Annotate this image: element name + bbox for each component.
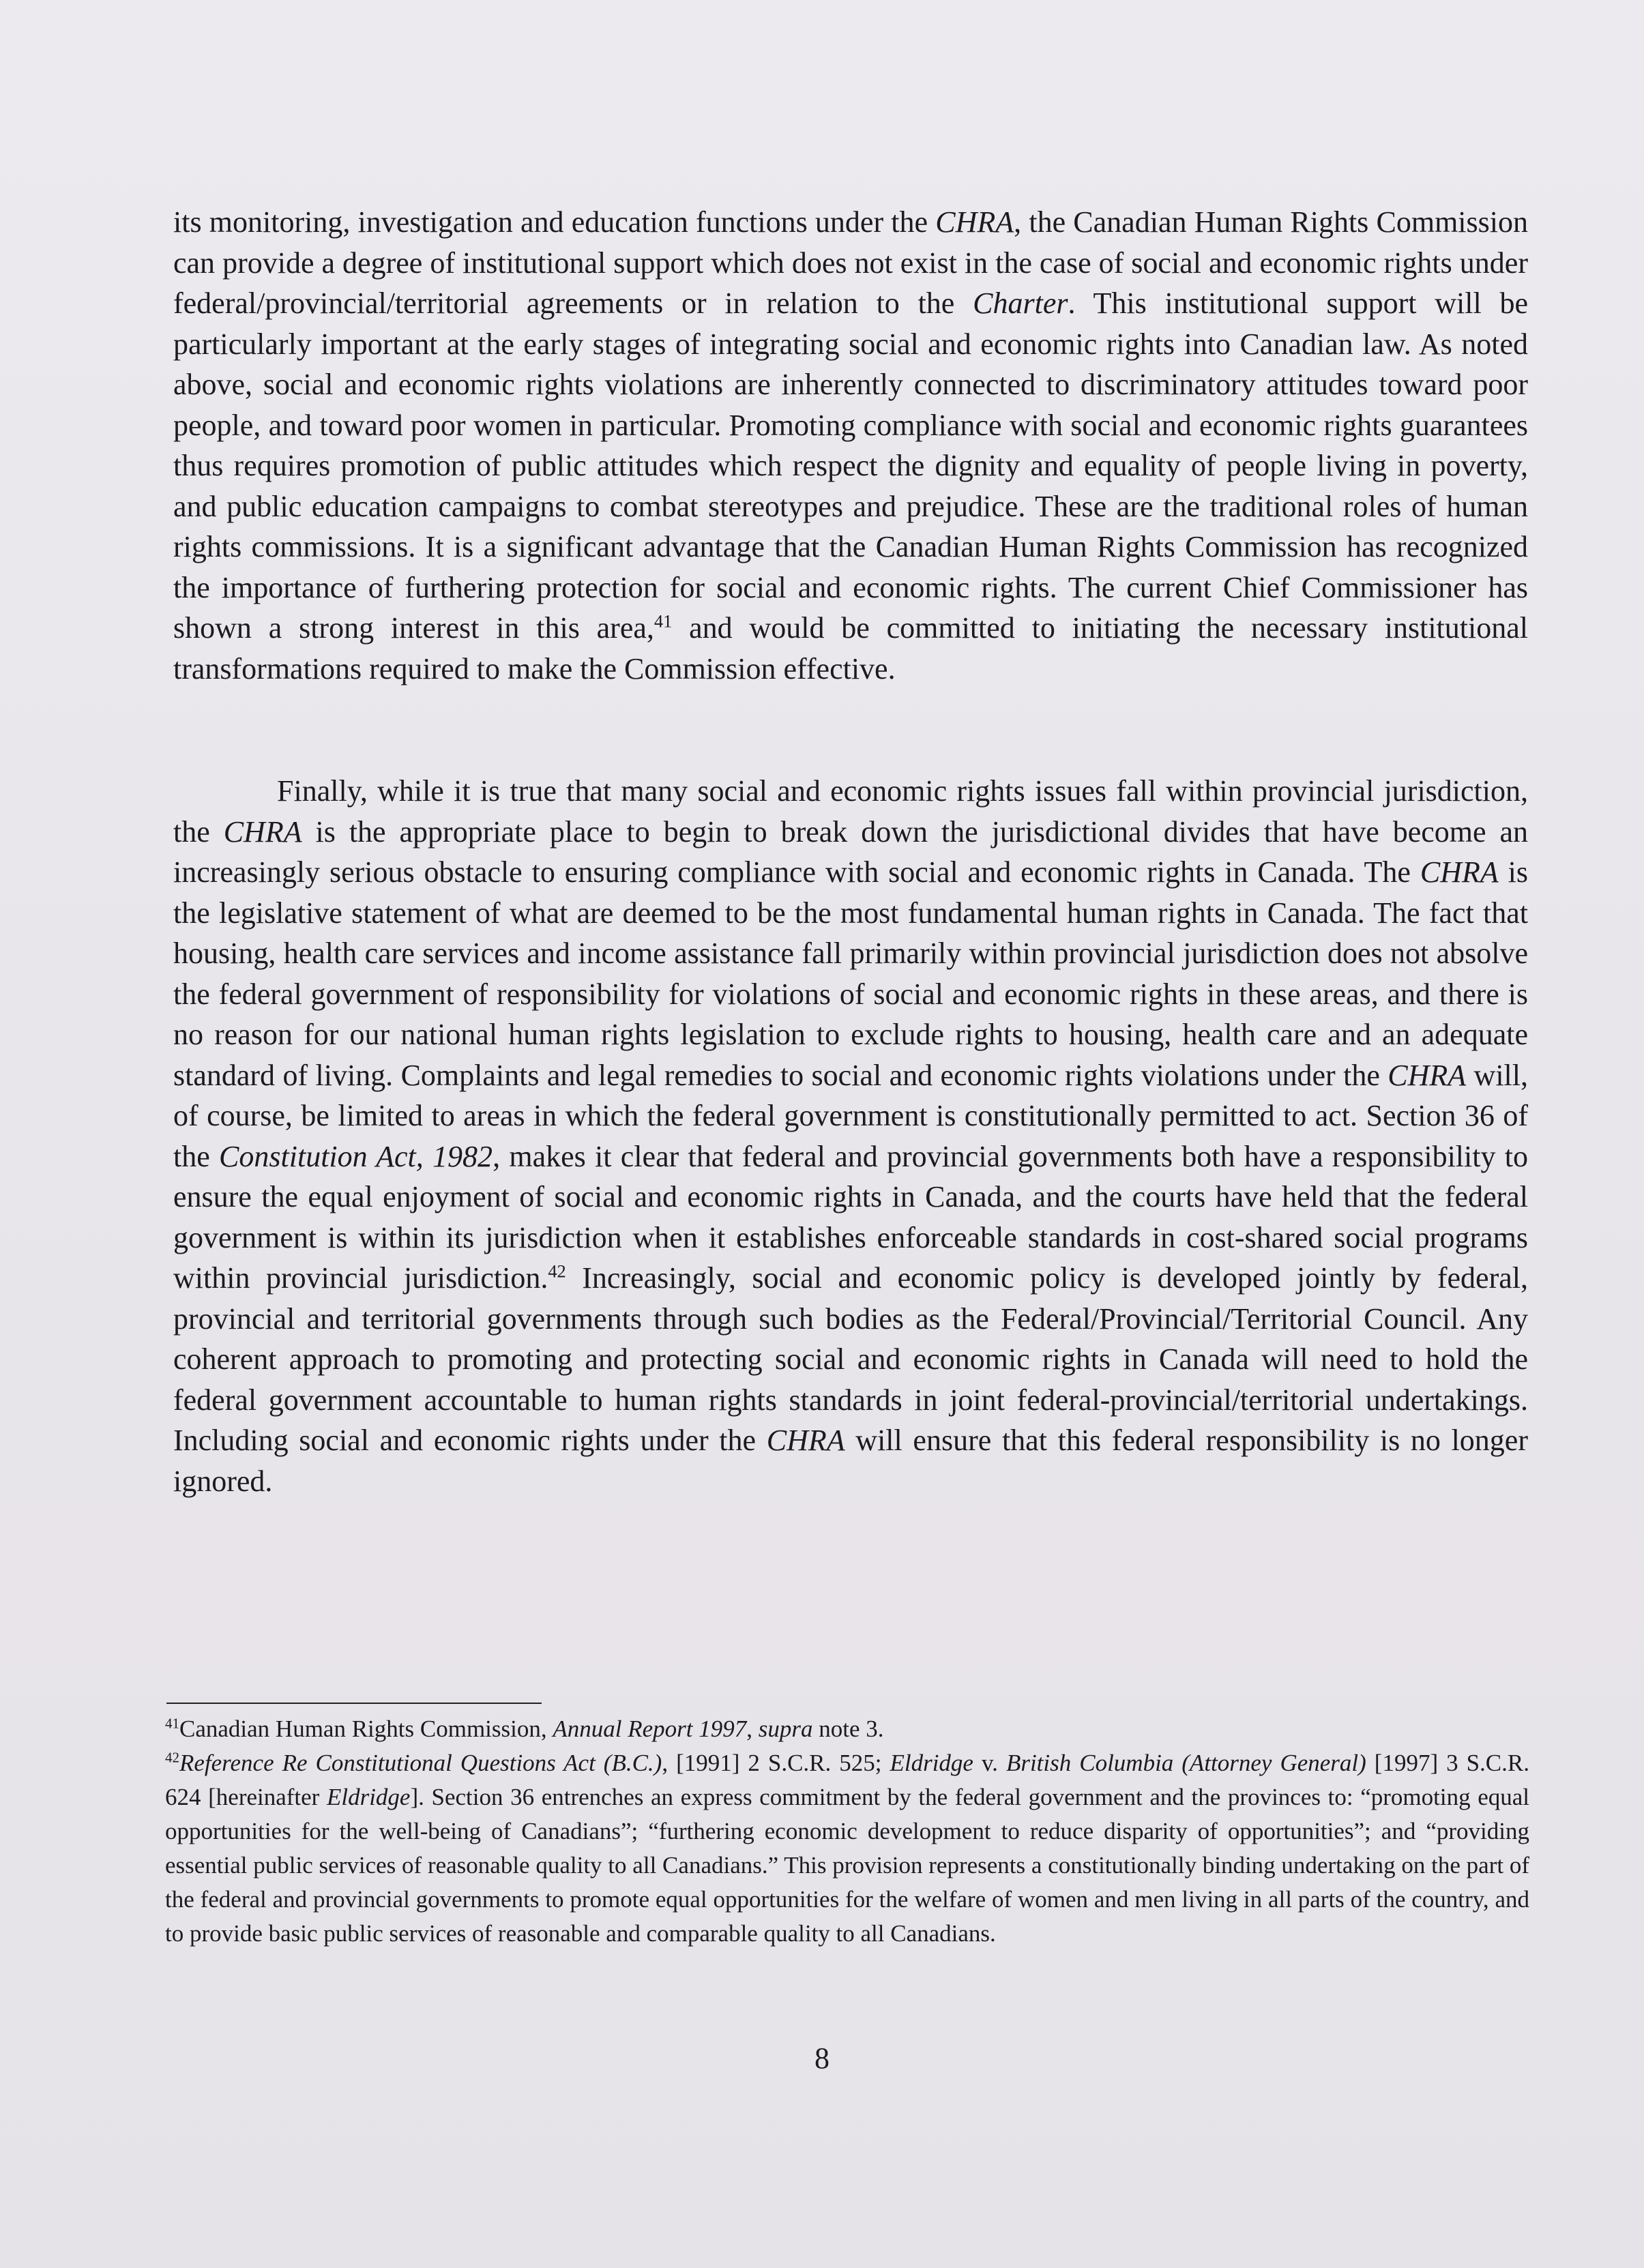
- footnote-42-case-1: Reference Re Constitutional Questions Act (B.C.): [179, 1750, 662, 1776]
- para1-act-abbrev: CHRA: [935, 205, 1014, 239]
- footnotes: [165, 1712, 1529, 1951]
- footnote-41-number: 41: [165, 1715, 179, 1732]
- para2-act-abbrev-2: CHRA: [1420, 855, 1499, 889]
- para1-text-2: , the Canadian Human Rights Commission can provide a degree of institutional support which does not exist in the case of social and economic rights under federal/provincial/territorial agreements or in relation to the: [173, 205, 1528, 320]
- para1-charter: Charter: [973, 286, 1068, 320]
- footnote-divider: [166, 1703, 542, 1704]
- para1-text-4: and would be committed to initiating the necessary institutional transformations required to make the Commission effective.: [173, 611, 1528, 686]
- para2-text-2: is the appropriate place to begin to break down the jurisdictional divides that have become an increasingly serious obstacle to ensuring compliance with social and economic rights in Canada. The: [173, 814, 1528, 889]
- footnote-ref-41[interactable]: 41: [654, 610, 673, 632]
- footnote-41: [165, 1712, 1529, 1746]
- footnote-42-number: 42: [165, 1749, 179, 1766]
- footnote-41-report-title: Annual Report 1997: [553, 1715, 747, 1742]
- footnote-41-text-3: note 3.: [812, 1715, 884, 1742]
- para2-act-abbrev-1: CHRA: [223, 814, 302, 849]
- para1-text-3: . This institutional support will be particularly important at the early stages of integrating social and economic rights into Canadian law. As noted above, social and economic rights violations are inherently connected to discriminatory attitudes toward poor people, and toward poor women in particular. Promoting compliance with social and economic rights guarantees thus requires promotion of public attitudes which respect the dignity and equality of people living in poverty, and public education campaigns to combat stereotypes and prejudice. These are the traditional roles of human rights commissions. It is a significant advantage that the Canadian Human Rights Commission has recognized the importance of furthering protection for social and economic rights. The current Chief Commissioner has shown a strong interest in this area,: [173, 286, 1529, 645]
- para2-text-5: , makes it clear that federal and provincial governments both have a responsibility to ensure the equal enjoyment of social and economic rights in Canada, and the courts have held that the federal government is within its jurisdiction when it establishes enforceable standards in cost-shared social programs within provincial jurisdiction.: [173, 1139, 1528, 1295]
- para2-act-abbrev-3: CHRA: [1388, 1058, 1467, 1092]
- footnote-42: [165, 1746, 1529, 1951]
- body-paragraph-2: [173, 771, 1528, 1501]
- footnote-42-short-name: Eldridge: [326, 1784, 411, 1810]
- body-paragraph-1: [173, 202, 1528, 689]
- para2-text-4: will, of course, be limited to areas in which the federal government is constitutionally permitted to act. Section 36 of the: [173, 1058, 1529, 1173]
- footnote-41-supra: supra: [758, 1715, 813, 1742]
- footnote-42-case-2a: Eldridge: [890, 1750, 973, 1776]
- footnote-42-text-2: [1997] 3 S.C.R. 624 [hereinafter: [165, 1750, 1529, 1810]
- para2-text-1: Finally, while it is true that many social and economic rights issues fall within provincial jurisdiction, the: [173, 774, 1528, 849]
- footnote-42-text-1: , [1991] 2 S.C.R. 525;: [662, 1750, 890, 1776]
- para2-constitution-act: Constitution Act, 1982: [219, 1139, 493, 1173]
- para2-act-abbrev-4: CHRA: [766, 1424, 845, 1457]
- para2-text-3: is the legislative statement of what are deemed to be the most fundamental human rights in Canada. The fact that housing, health care services and income assistance fall primarily within provincial jurisdiction does not absolve the federal government of responsibility for violations of social and economic rights in these areas, and there is no reason for our national human rights legislation to exclude rights to housing, health care and an adequate standard of living. Complaints and legal remedies to social and economic rights violations under the: [173, 855, 1528, 1092]
- footnote-41-text-2: ,: [746, 1715, 759, 1742]
- para1-text-1: its monitoring, investigation and education functions under the: [173, 205, 936, 239]
- footnote-42-versus: v.: [973, 1750, 1006, 1776]
- footnote-42-case-2b: British Columbia (Attorney General): [1006, 1750, 1366, 1776]
- footnote-41-text-1: Canadian Human Rights Commission,: [179, 1715, 553, 1742]
- footnote-42-text-3: ]. Section 36 entrenches an express commitment by the federal government and the provinces to: “promoting equal opportunities for the well-being of Canadians”; “furthering economic development to reduce disparity of opportunities”; and “providing essential public services of reasonable quality to all Canadians.” This provision represents a constitutionally binding undertaking on the part of the federal and provincial governments to promote equal opportunities for the welfare of women and men living in all parts of the country, and to provide basic public services of reasonable and comparable quality to all Canadians.: [165, 1784, 1529, 1947]
- para2-text-7: will ensure that this federal responsibility is no longer ignored.: [173, 1424, 1528, 1498]
- para2-text-6: Increasingly, social and economic policy is developed jointly by federal, provincial and territorial governments through such bodies as the Federal/Provincial/Territorial Council. Any coherent approach to promoting and protecting social and economic rights in Canada will need to hold the federal government accountable to human rights standards in joint federal-provincial/territorial undertakings. Including social and economic rights under the: [173, 1261, 1528, 1457]
- footnote-ref-42[interactable]: 42: [548, 1261, 566, 1282]
- page-number: 8: [814, 2042, 830, 2075]
